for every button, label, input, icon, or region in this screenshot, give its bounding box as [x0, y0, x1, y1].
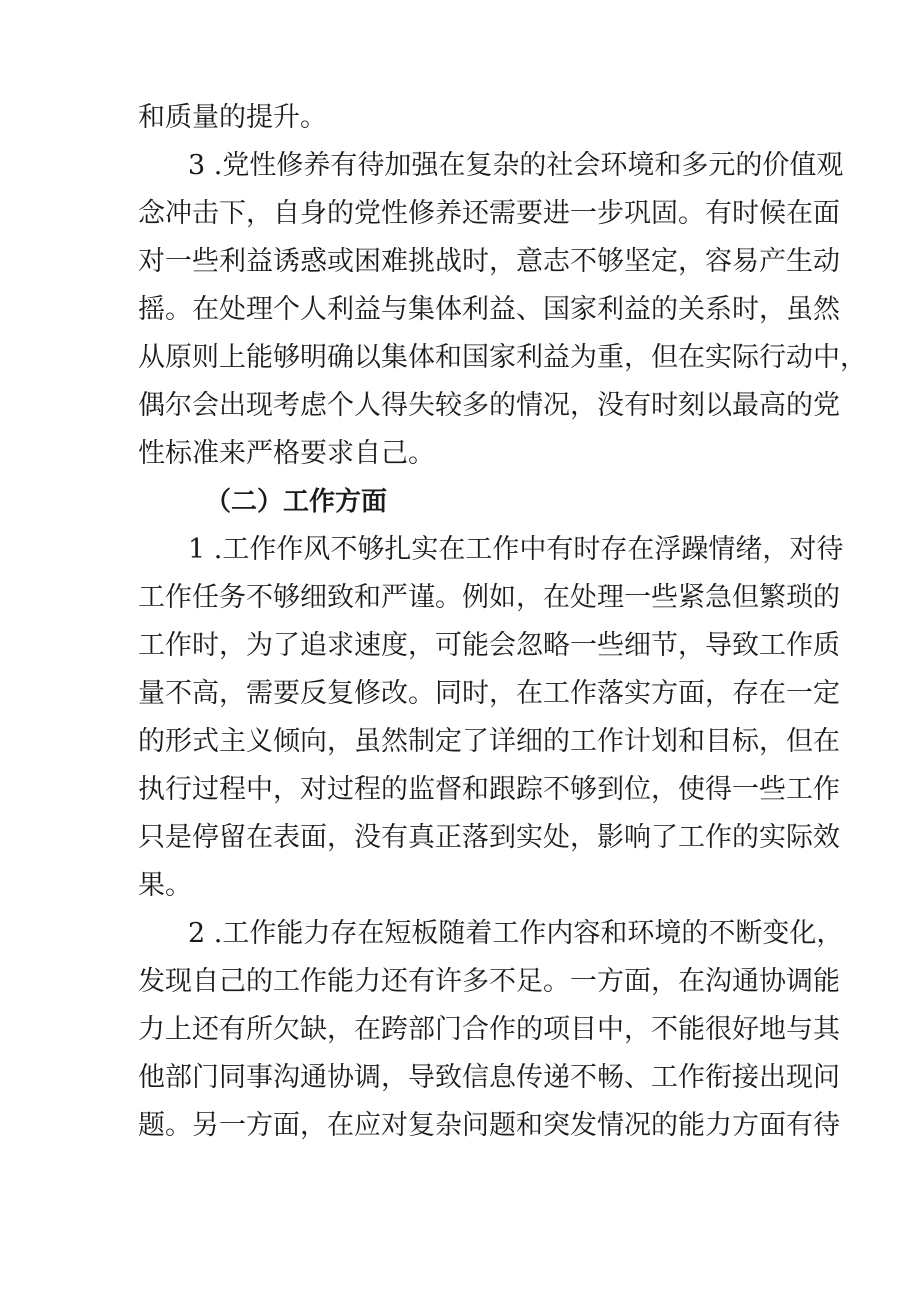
text-line: 对一些利益诱惑或困难挑战时，意志不够坚定，容易产生动 — [138, 246, 840, 277]
text-line: 题。另一方面，在应对复杂问题和突发情况的能力方面有待 — [138, 1110, 840, 1141]
text-line: 只是停留在表面，没有真正落到实处，影响了工作的实际效 — [138, 822, 840, 853]
text-line: 的形式主义倾向，虽然制定了详细的工作计划和目标，但在 — [138, 726, 840, 757]
text-line: 和质量的提升。 — [138, 102, 327, 133]
text-line: 从原则上能够明确以集体和国家利益为重，但在实际行动中， — [138, 342, 867, 373]
text-line: 念冲击下，自身的党性修养还需要进一步巩固。有时候在面 — [138, 198, 840, 229]
text-line: 量不高，需要反复修改。同时，在工作落实方面，存在一定 — [138, 678, 840, 709]
text-line: 工作任务不够细致和严谨。例如，在处理一些紧急但繁琐的 — [138, 582, 840, 613]
paragraph-3-title-line: 3 .党性修养有待加强在复杂的社会环境和多元的价值观 — [188, 150, 844, 181]
text-line: 偶尔会出现考虑个人得失较多的情况，没有时刻以最高的党 — [138, 390, 840, 421]
text-line: 发现自己的工作能力还有许多不足。一方面，在沟通协调能 — [138, 966, 840, 997]
text-line: 执行过程中，对过程的监督和跟踪不够到位，使得一些工作 — [138, 774, 840, 805]
paragraph-1-title-line: 1 .工作作风不够扎实在工作中有时存在浮躁情绪，对待 — [188, 534, 844, 565]
text-line: 性标准来严格要求自己。 — [138, 438, 435, 469]
text-line: 摇。在处理个人利益与集体利益、国家利益的关系时，虽然 — [138, 294, 840, 325]
text-line: 力上还有所欠缺，在跨部门合作的项目中，不能很好地与其 — [138, 1014, 840, 1045]
paragraph-2-title-line: 2 .工作能力存在短板随着工作内容和环境的不断变化， — [188, 918, 844, 949]
text-line: 他部门同事沟通协调，导致信息传递不畅、工作衔接出现问 — [138, 1062, 840, 1093]
text-line: 工作时，为了追求速度，可能会忽略一些细节，导致工作质 — [138, 630, 840, 661]
text-line: 果。 — [138, 870, 192, 901]
section-heading-work: （二）工作方面 — [205, 487, 388, 517]
